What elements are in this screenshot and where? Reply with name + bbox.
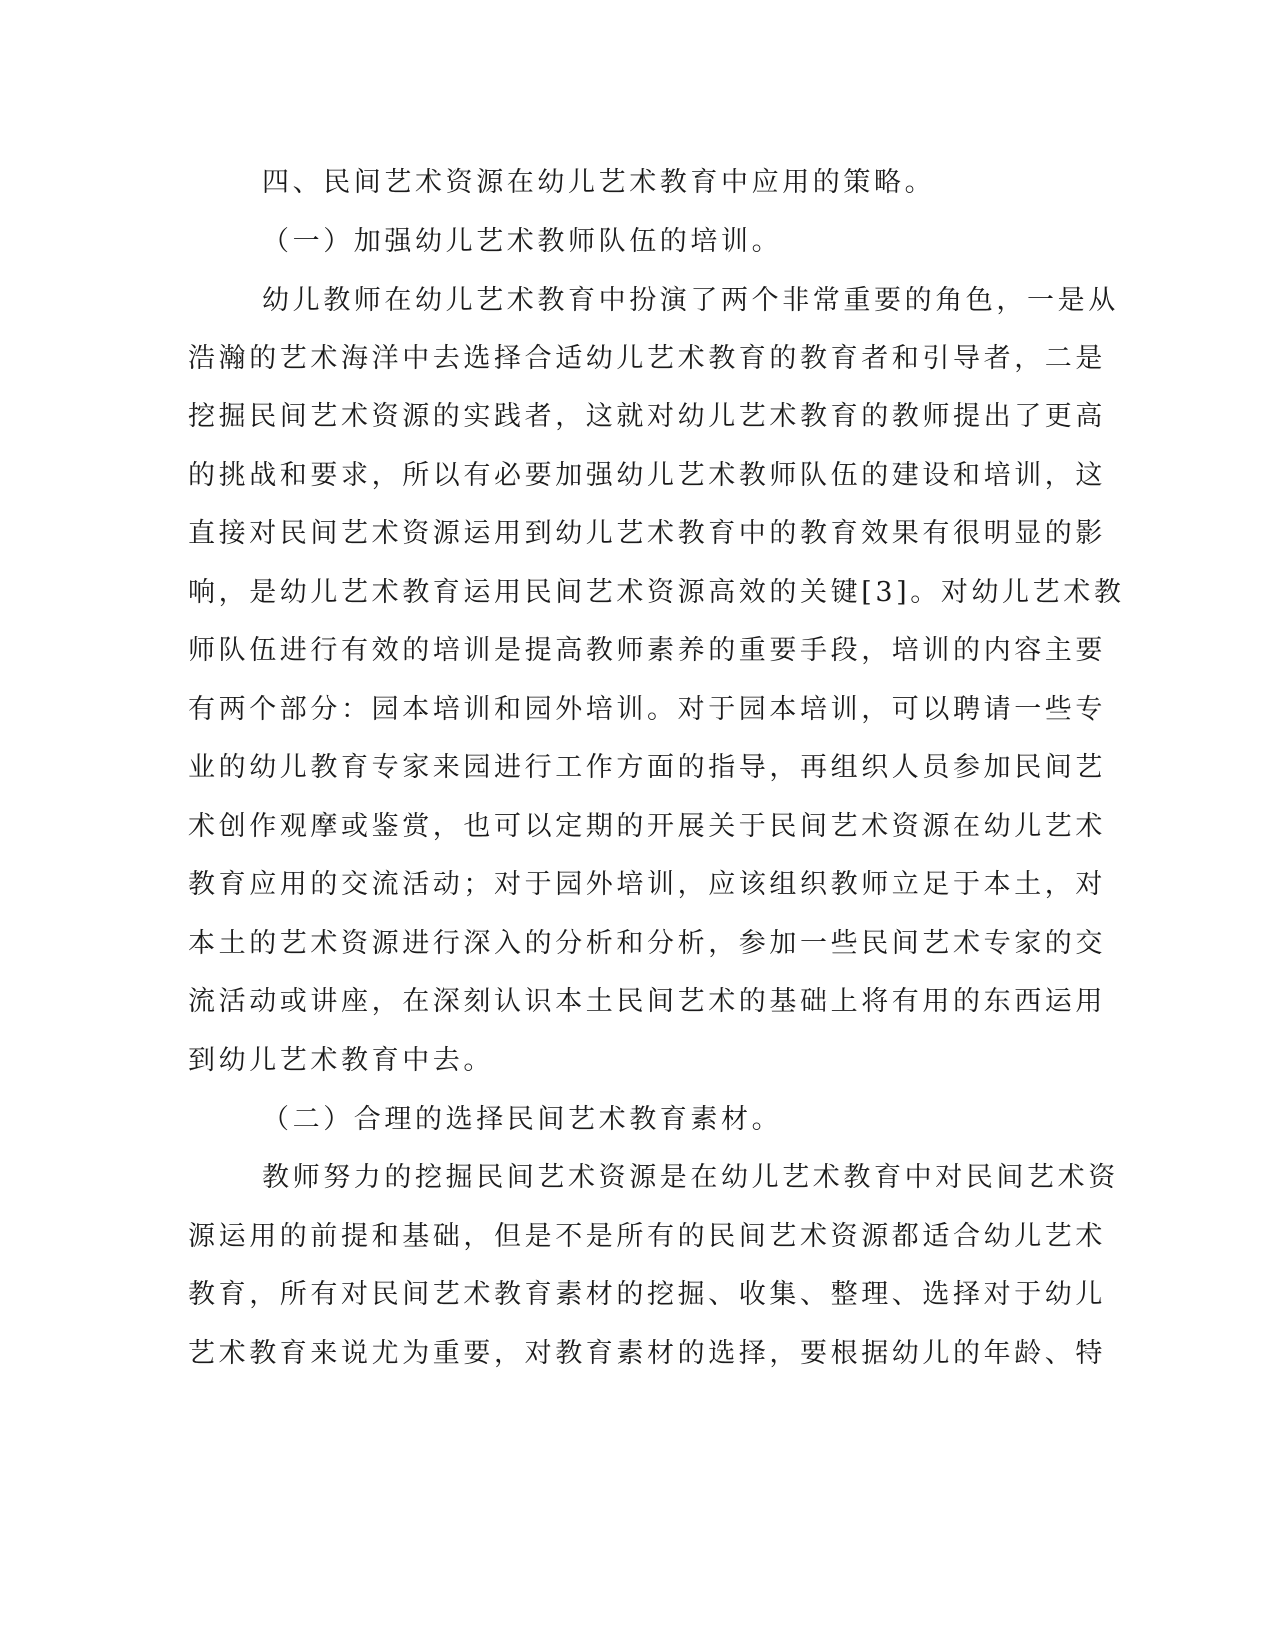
paragraph-line: 师队伍进行有效的培训是提高教师素养的重要手段，培训的内容主要 [188, 635, 1106, 666]
paragraph-line: 教育应用的交流活动；对于园外培训，应该组织教师立足于本土，对 [188, 869, 1106, 900]
paragraph-line: 流活动或讲座，在深刻认识本土民间艺术的基础上将有用的东西运用 [188, 986, 1106, 1017]
paragraph-line: 到幼儿艺术教育中去。 [188, 1045, 494, 1076]
paragraph-line: 业的幼儿教育专家来园进行工作方面的指导，再组织人员参加民间艺 [188, 752, 1106, 783]
paragraph-line: 直接对民间艺术资源运用到幼儿艺术教育中的教育效果有很明显的影 [188, 518, 1106, 549]
paragraph-line: 浩瀚的艺术海洋中去选择合适幼儿艺术教育的教育者和引导者，二是 [188, 343, 1106, 374]
paragraph-line: 教师努力的挖掘民间艺术资源是在幼儿艺术教育中对民间艺术资 [262, 1162, 1119, 1193]
paragraph-line: 的挑战和要求，所以有必要加强幼儿艺术教师队伍的建设和培训，这 [188, 460, 1106, 491]
paragraph-line: 术创作观摩或鉴赏，也可以定期的开展关于民间艺术资源在幼儿艺术 [188, 811, 1106, 842]
paragraph-line: 幼儿教师在幼儿艺术教育中扮演了两个非常重要的角色，一是从 [262, 285, 1119, 316]
paragraph-line: 教育，所有对民间艺术教育素材的挖掘、收集、整理、选择对于幼儿 [188, 1279, 1106, 1310]
paragraph-line: 挖掘民间艺术资源的实践者，这就对幼儿艺术教育的教师提出了更高 [188, 401, 1106, 432]
paragraph-line: 艺术教育来说尤为重要，对教育素材的选择，要根据幼儿的年龄、特 [188, 1338, 1106, 1369]
section-heading: 四、民间艺术资源在幼儿艺术教育中应用的策略。 [262, 167, 936, 198]
paragraph-line: 有两个部分：园本培训和园外培训。对于园本培训，可以聘请一些专 [188, 694, 1106, 725]
paragraph-line: 本土的艺术资源进行深入的分析和分析，参加一些民间艺术专家的交 [188, 928, 1106, 959]
subsection-heading-1: （一）加强幼儿艺术教师队伍的培训。 [262, 226, 783, 257]
paragraph-line: 源运用的前提和基础，但是不是所有的民间艺术资源都适合幼儿艺术 [188, 1221, 1106, 1252]
paragraph-line: 响，是幼儿艺术教育运用民间艺术资源高效的关键[3]。对幼儿艺术教 [188, 577, 1125, 608]
subsection-heading-2: （二）合理的选择民间艺术教育素材。 [262, 1104, 783, 1135]
